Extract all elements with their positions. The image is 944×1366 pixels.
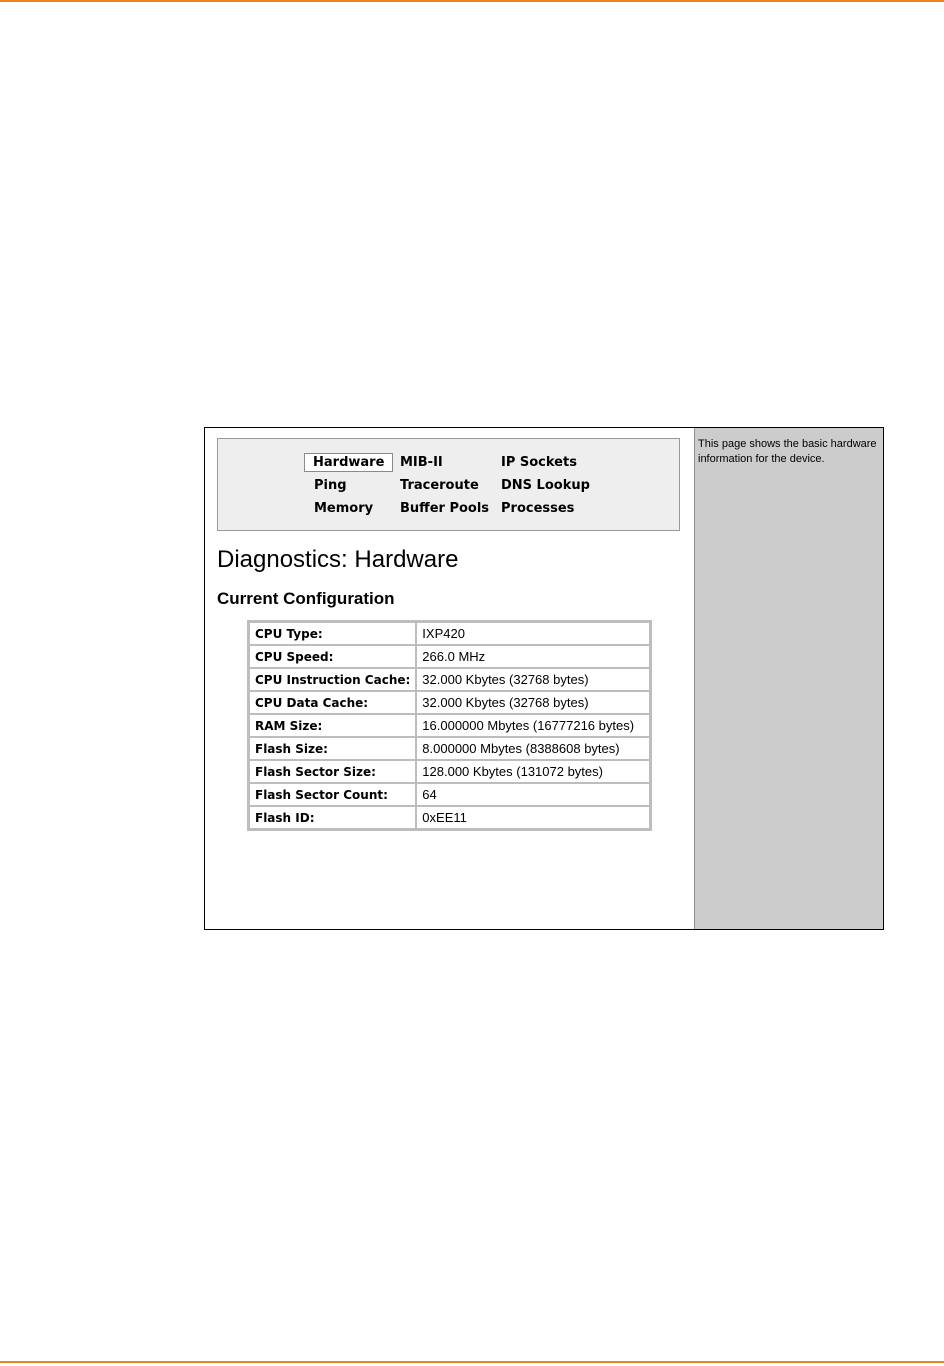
page-bottom-rule <box>0 1361 944 1363</box>
config-key: Flash Sector Size: <box>249 760 416 783</box>
nav-item-buffer-pools[interactable]: Buffer Pools <box>400 501 490 516</box>
table-row <box>249 783 650 806</box>
table-row <box>249 806 650 829</box>
nav-item-traceroute[interactable]: Traceroute <box>400 478 479 493</box>
help-text: This page shows the basic hardware information for the device. <box>698 438 877 465</box>
main-content <box>205 428 694 929</box>
device-web-manager-panel <box>204 427 884 930</box>
config-key: Flash Sector Count: <box>249 783 416 806</box>
table-row <box>249 622 650 645</box>
nav-item-memory[interactable]: Memory <box>314 501 374 516</box>
table-row <box>249 714 650 737</box>
config-value: 266.0 MHz <box>416 645 650 668</box>
nav-item-mib-ii[interactable]: MIB-II <box>400 455 443 470</box>
page-top-rule <box>0 0 944 2</box>
config-value: 32.000 Kbytes (32768 bytes) <box>416 691 650 714</box>
table-row <box>249 668 650 691</box>
config-key: CPU Data Cache: <box>249 691 416 714</box>
config-key: CPU Instruction Cache: <box>249 668 416 691</box>
nav-item-ip-sockets[interactable]: IP Sockets <box>501 455 577 470</box>
config-key: RAM Size: <box>249 714 416 737</box>
help-sidebar <box>694 428 883 929</box>
config-value: 8.000000 Mbytes (8388608 bytes) <box>416 737 650 760</box>
config-value: 0xEE11 <box>416 806 650 829</box>
table-row <box>249 737 650 760</box>
diagnostics-nav-menu <box>217 438 680 531</box>
config-key: CPU Type: <box>249 622 416 645</box>
table-row <box>249 645 650 668</box>
config-key: Flash ID: <box>249 806 416 829</box>
table-row <box>249 760 650 783</box>
config-value: 64 <box>416 783 650 806</box>
page-title: Diagnostics: Hardware <box>217 546 459 573</box>
nav-item-hardware[interactable]: Hardware <box>304 453 393 472</box>
hardware-config-table <box>247 620 652 831</box>
section-title: Current Configuration <box>217 589 395 608</box>
nav-item-ping[interactable]: Ping <box>314 478 347 493</box>
config-value: IXP420 <box>416 622 650 645</box>
config-key: CPU Speed: <box>249 645 416 668</box>
config-value: 16.000000 Mbytes (16777216 bytes) <box>416 714 650 737</box>
nav-item-dns-lookup[interactable]: DNS Lookup <box>501 478 590 493</box>
config-value: 32.000 Kbytes (32768 bytes) <box>416 668 650 691</box>
config-key: Flash Size: <box>249 737 416 760</box>
table-row <box>249 691 650 714</box>
config-value: 128.000 Kbytes (131072 bytes) <box>416 760 650 783</box>
nav-item-processes[interactable]: Processes <box>501 501 575 516</box>
